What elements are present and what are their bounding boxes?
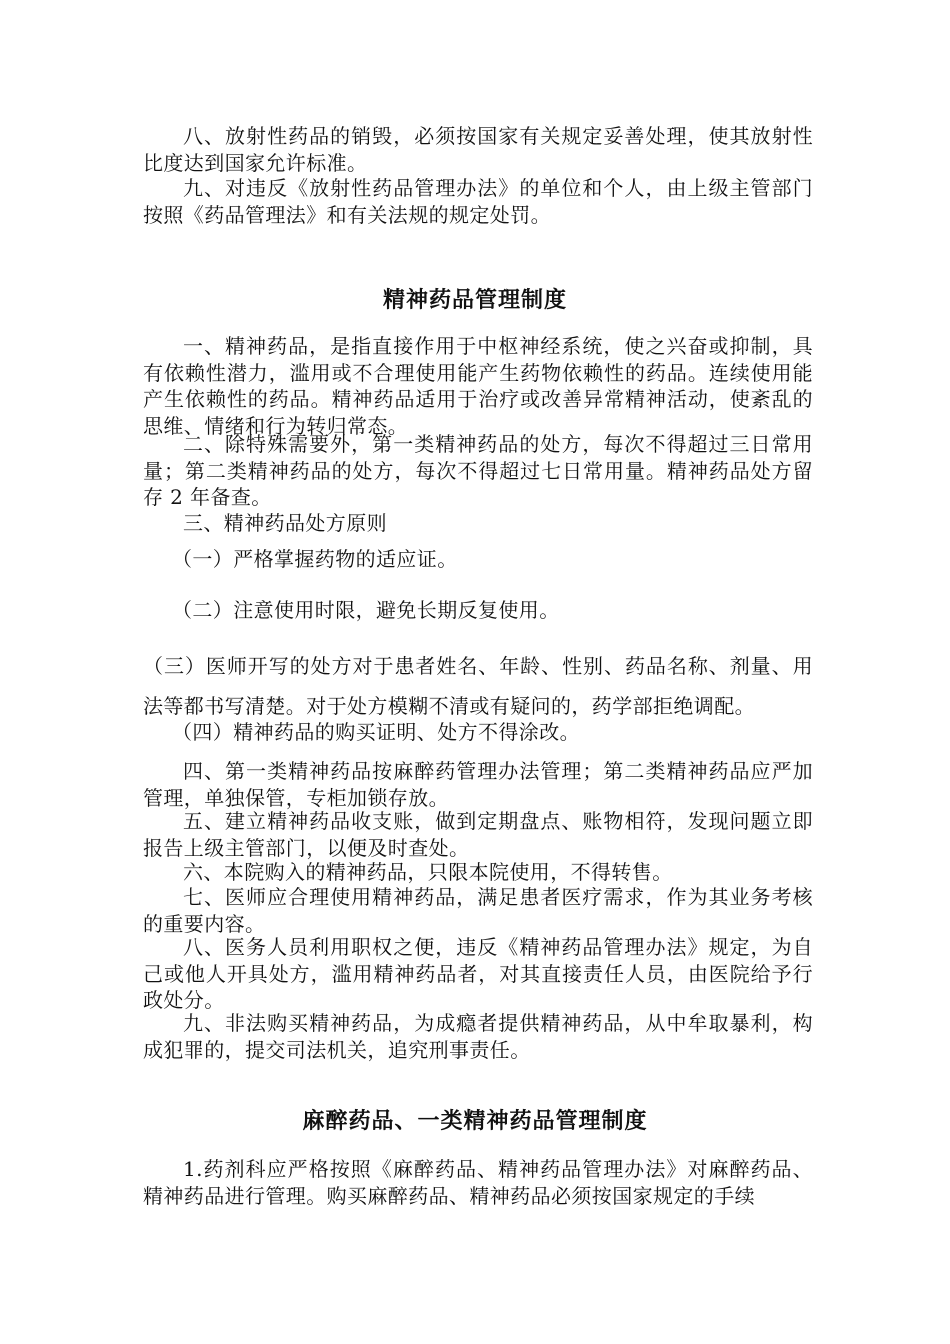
paragraph-narcotic-1: 1.药剂科应严格按照《麻醉药品、精神药品管理办法》对麻醉药品、精神药品进行管理。购买麻醉药品、精神药品必须按国家规定的手续 xyxy=(143,1157,813,1208)
paragraph-principle-4: （四）精神药品的购买证明、处方不得涂改。 xyxy=(172,720,580,744)
paragraph-psychotropic-7: 七、医师应合理使用精神药品，满足患者医疗需求，作为其业务考核的重要内容。 xyxy=(143,885,813,936)
paragraph-principle-1: （一）严格掌握药物的适应证。 xyxy=(172,547,458,571)
paragraph-psychotropic-4: 四、第一类精神药品按麻醉药管理办法管理；第二类精神药品应严加管理，单独保管，专柜加锁存放。 xyxy=(143,759,813,810)
section-title-psychotropic: 精神药品管理制度 xyxy=(382,287,567,313)
paragraph-radioactive-8: 八、放射性药品的销毁，必须按国家有关规定妥善处理，使其放射性比度达到国家允许标准。 xyxy=(143,124,813,175)
paragraph-psychotropic-2: 二、除特殊需要外，第一类精神药品的处方，每次不得超过三日常用量；第二类精神药品的处方，每次不得超过七日常用量。精神药品处方留存 2 年备查。 xyxy=(143,432,813,509)
paragraph-principle-2: （二）注意使用时限，避免长期反复使用。 xyxy=(172,598,560,622)
paragraph-psychotropic-6: 六、本院购入的精神药品，只限本院使用，不得转售。 xyxy=(183,860,673,884)
paragraph-psychotropic-8: 八、医务人员利用职权之便，违反《精神药品管理办法》规定，为自己或他人开具处方，滥用精神药品者，对其直接责任人员，由医院给予行政处分。 xyxy=(143,935,813,1012)
paragraph-psychotropic-9: 九、非法购买精神药品，为成瘾者提供精神药品，从中牟取暴利，构成犯罪的，提交司法机关，追究刑事责任。 xyxy=(143,1011,813,1062)
section-title-narcotic: 麻醉药品、一类精神药品管理制度 xyxy=(302,1108,648,1134)
paragraph-principle-3: （三）医师开写的处方对于患者姓名、年龄、性别、药品名称、剂量、用法等都书写清楚。对于处方模糊不清或有疑问的，药学部拒绝调配。 xyxy=(143,654,813,718)
paragraph-radioactive-9: 九、对违反《放射性药品管理办法》的单位和个人，由上级主管部门按照《药品管理法》和有关法规的规定处罚。 xyxy=(143,176,813,227)
paragraph-psychotropic-1: 一、精神药品，是指直接作用于中枢神经系统，使之兴奋或抑制，具有依赖性潜力，滥用或不合理使用能产生药物依赖性的药品。连续使用能产生依赖性的药品。精神药品适用于治疗或改善异常精神活动，使紊乱的思维、情绪和行为转归常态。 xyxy=(143,334,813,438)
paragraph-psychotropic-3: 三、精神药品处方原则 xyxy=(183,511,387,535)
paragraph-psychotropic-5: 五、建立精神药品收支账，做到定期盘点、账物相符，发现问题立即报告上级主管部门，以便及时查处。 xyxy=(143,809,813,860)
